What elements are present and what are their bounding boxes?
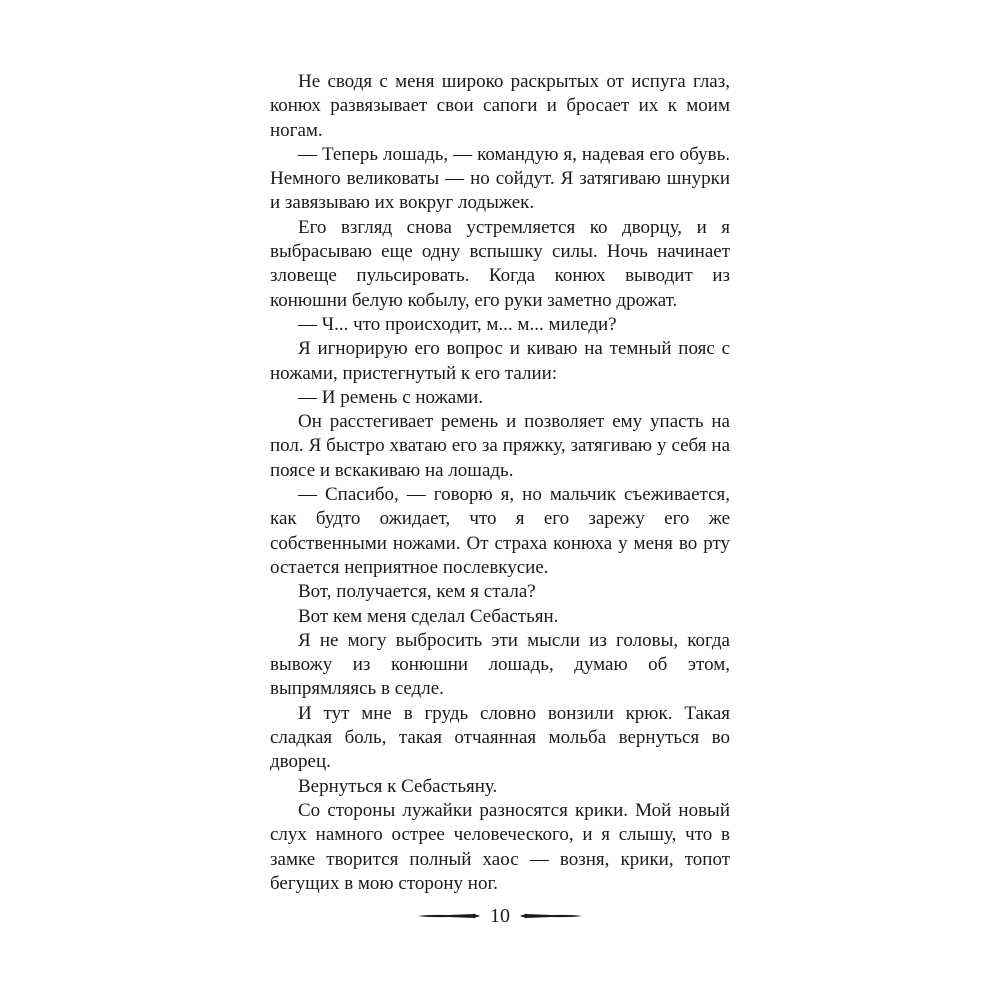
paragraph: Не сводя с меня широко раскрытых от испуга глаз, конюх развязывает свои сапоги и бросает их к моим ногам. [270,71,730,141]
page-body [270,70,730,896]
paragraph: — Спасибо, — говорю я, но мальчик съеживается, как будто ожидает, что я его зарежу его же собственными ножами. От страха конюха у меня во рту остается неприятное послевкусие. [270,484,730,578]
ornament-left-icon [418,911,480,921]
paragraph: Он расстегивает ремень и позволяет ему упасть на пол. Я быстро хватаю его за пряжку, затягиваю у себя на поясе и вскакиваю на лошадь. [270,411,730,481]
paragraph: Я не могу выбросить эти мысли из головы, когда вывожу из конюшни лошадь, думаю об этом, выпрямляясь в седле. [270,629,730,700]
paragraph: Вернуться к Себастьяну. [298,775,498,797]
paragraph: Вот, получается, кем я стала? [298,581,536,603]
paragraph: — И ремень с ножами. [298,386,484,408]
page-footer [0,898,1000,934]
paragraph: — Ч... что происходит, м... м... миледи? [298,313,617,335]
paragraph: Я игнорирую его вопрос и киваю на темный пояс с ножами, пристегнутый к его талии: [270,338,730,384]
paragraph: Вот кем меня сделал Себастьян. [298,605,559,627]
paragraph: — Теперь лошадь, — командую я, надевая его обувь. Немного великоваты — но сойдут. Я затягиваю шнурки и завязываю их вокруг лодыжек. [270,143,730,214]
paragraph: Со стороны лужайки разносятся крики. Мой новый слух намного острее человеческого, и я слышу, что в замке творится полный хаос — возня, крики, топот бегущих в мою сторону ног. [270,799,730,894]
ornament-right-icon [520,911,582,921]
paragraph: И тут мне в грудь словно вонзили крюк. Такая сладкая боль, такая отчаянная мольба вернуться во дворец. [270,702,730,773]
page-number: 10 [490,905,510,927]
paragraph: Его взгляд снова устремляется ко дворцу, и я выбрасываю еще одну вспышку силы. Ночь начинает зловеще пульсировать. Когда конюх выводит из конюшни белую кобылу, его руки заметно дрожат. [270,216,730,311]
